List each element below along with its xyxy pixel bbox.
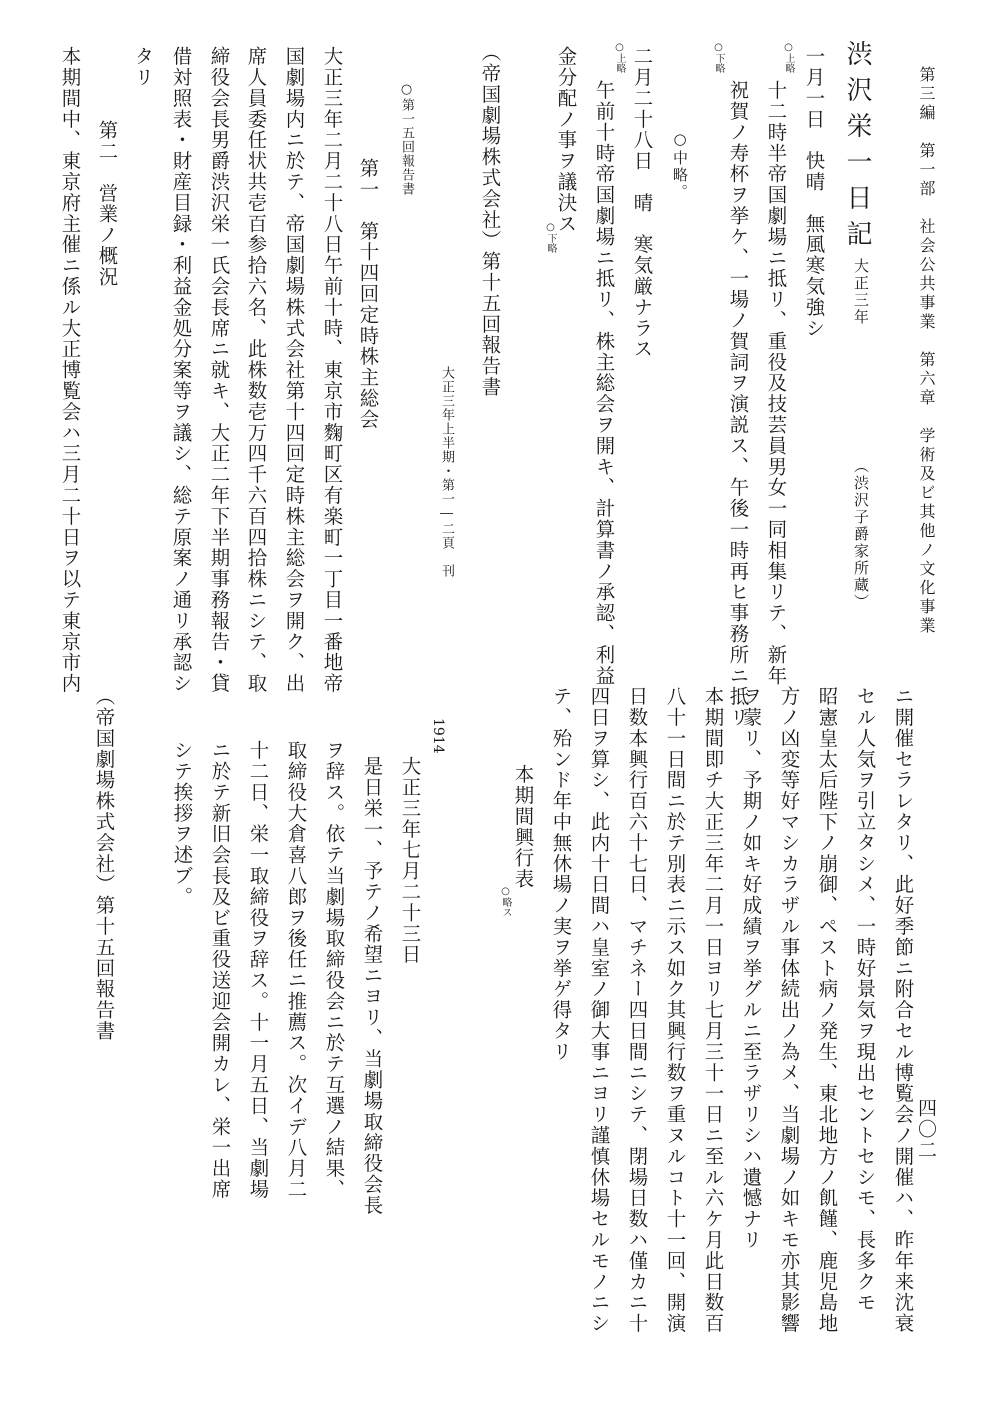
report-source-1: （帝国劇場株式会社）第十五回報告書 [478,42,502,398]
report-heading: ○第一五回報告書 [399,82,414,196]
event-line-3: 取締役大倉喜八郎ヲ後任ニ推薦ス。次イデ八月二 [284,740,308,1200]
date-heading: 大正三年七月二十三日 [398,756,422,965]
business-line-4: 方ノ凶変等好マシカラザル事体続出ノ為メ、当劇場ノ如キモ亦其影響 [777,686,801,1334]
event-line-6: シテ挨拶ヲ述ブ。 [170,740,194,908]
diary-line-4: 二月二十八日 晴 寒気厳ナラス [630,46,654,360]
report-pages: 大正三年上半期・第一―二頁 刊 [439,366,454,578]
note-omit-top-2: ○上略 [614,42,625,73]
event-source: （帝国劇場株式会社）第十五回報告書 [92,686,116,1042]
diary-title: 渋沢栄一日記 [842,40,872,256]
table-caption: 本期間興行表 [511,764,535,890]
table-note: ○略ス [500,886,511,917]
page-number: 四〇二 [915,1098,937,1161]
running-head: 第三編 第一部 社会公共事業 第六章 学術及ビ其他ノ文化事業 [917,66,936,636]
diary-line-5: 午前十時帝国劇場ニ抵リ、株主総会ヲ開キ、計算書ノ承認、利益 [592,80,616,687]
report-line-3: 席人員委任状共壱百参拾六名、此株数壱万四千六百四拾株ニシテ、取 [244,46,268,694]
diary-line-3: 祝賀ノ寿杯ヲ挙ケ、一場ノ賀詞ヲ演説ス、午後一時再ヒ事務所ニ抵リ [726,80,750,728]
business-line-7: 八十一日間ニ於テ別表ニ示ス如ク其興行数ヲ重ヌルコト十一回、開演 [663,686,687,1334]
business-line-5: ヲ蒙リ、予期ノ如キ好成績ヲ挙グルニ至ラザリシハ遺憾ナリ [739,686,763,1251]
note-omit-bottom-2: ○下略 [545,222,556,253]
event-line-1: 是日栄一、予テノ希望ニヨリ、当劇場取締役会長 [360,756,384,1216]
report-line-6: タリ [131,46,155,88]
event-line-5: ニ於テ新旧会長及ビ重役送迎会開カレ、栄一出席 [208,740,232,1200]
event-line-4: 十二日、栄一取締役ヲ辞ス。十一月五日、当劇場 [246,740,270,1200]
business-line-2: セル人気ヲ引立タシメ、一時好景気ヲ現出セントセシモ、長多クモ [853,686,877,1313]
section-1-title: 第一 第十四回定時株主総会 [356,158,380,430]
event-line-2: ヲ辞ス。依テ当劇場取締役会ニ於テ互選ノ結果、 [322,740,346,1200]
diary-line-6: 金分配ノ事ヲ議決ス [554,46,578,235]
report-line-2: 国劇場内ニ於テ、帝国劇場株式会社第十四回定時株主総会ヲ開ク、出 [282,46,306,694]
diary-line-1: 一月一日 快晴 無風寒気強シ [802,46,826,339]
diary-source: （渋沢子爵家所蔵） [852,458,870,611]
business-line-1: ニ開催セラレタリ、此好季節ニ附合セル博覧会ノ開催ハ、昨年来沈衰 [891,686,915,1334]
year-arabic: 1914 [430,718,446,754]
note-omit-bottom: ○下略 [713,42,724,73]
report-line-4: 締役会長男爵渋沢栄一氏会長席ニ就キ、大正二年下半期事務報告・貸 [207,46,231,694]
report-line-5: 借対照表・財産目録・利益金処分案等ヲ議シ、総テ原案ノ通リ承認シ [169,46,193,694]
section-2-title: 第二 営業ノ概況 [95,120,119,288]
report-line-7: 本期間中、東京府主催ニ係ル大正博覧会ハ三月二十日ヲ以テ東京市内 [58,46,82,694]
business-line-3: 昭憲皇太后陛下ノ崩御、ペスト病ノ発生、東北地方ノ飢饉、鹿児島地 [815,686,839,1334]
business-line-6: 本期間即チ大正三年二月一日ヨリ七月三十一日ニ至ル六ケ月此日数百 [701,686,725,1334]
report-line-1: 大正三年二月二十八日午前十時、東京市麴町区有楽町一丁目一番地帝 [320,46,344,694]
diary-line-2: 十二時半帝国劇場ニ抵リ、重役及技芸員男女一同相集リテ、新年 [764,80,788,687]
business-line-9: 四日ヲ算シ、此内十日間ハ皇室ノ御大事ニヨリ謹慎休場セルモノニシ [587,686,611,1334]
note-omit-top: ○上略 [783,42,794,73]
note-omit-mid: ○中略。 [671,130,689,201]
diary-year: 大正三年 [852,258,870,326]
business-line-10: テ、殆ンド年中無休場ノ実ヲ挙ゲ得タリ [549,686,573,1063]
business-line-8: 日数本興行百六十七日、マチネー四日間ニシテ、閉場日数ハ僅カニ十 [625,686,649,1334]
